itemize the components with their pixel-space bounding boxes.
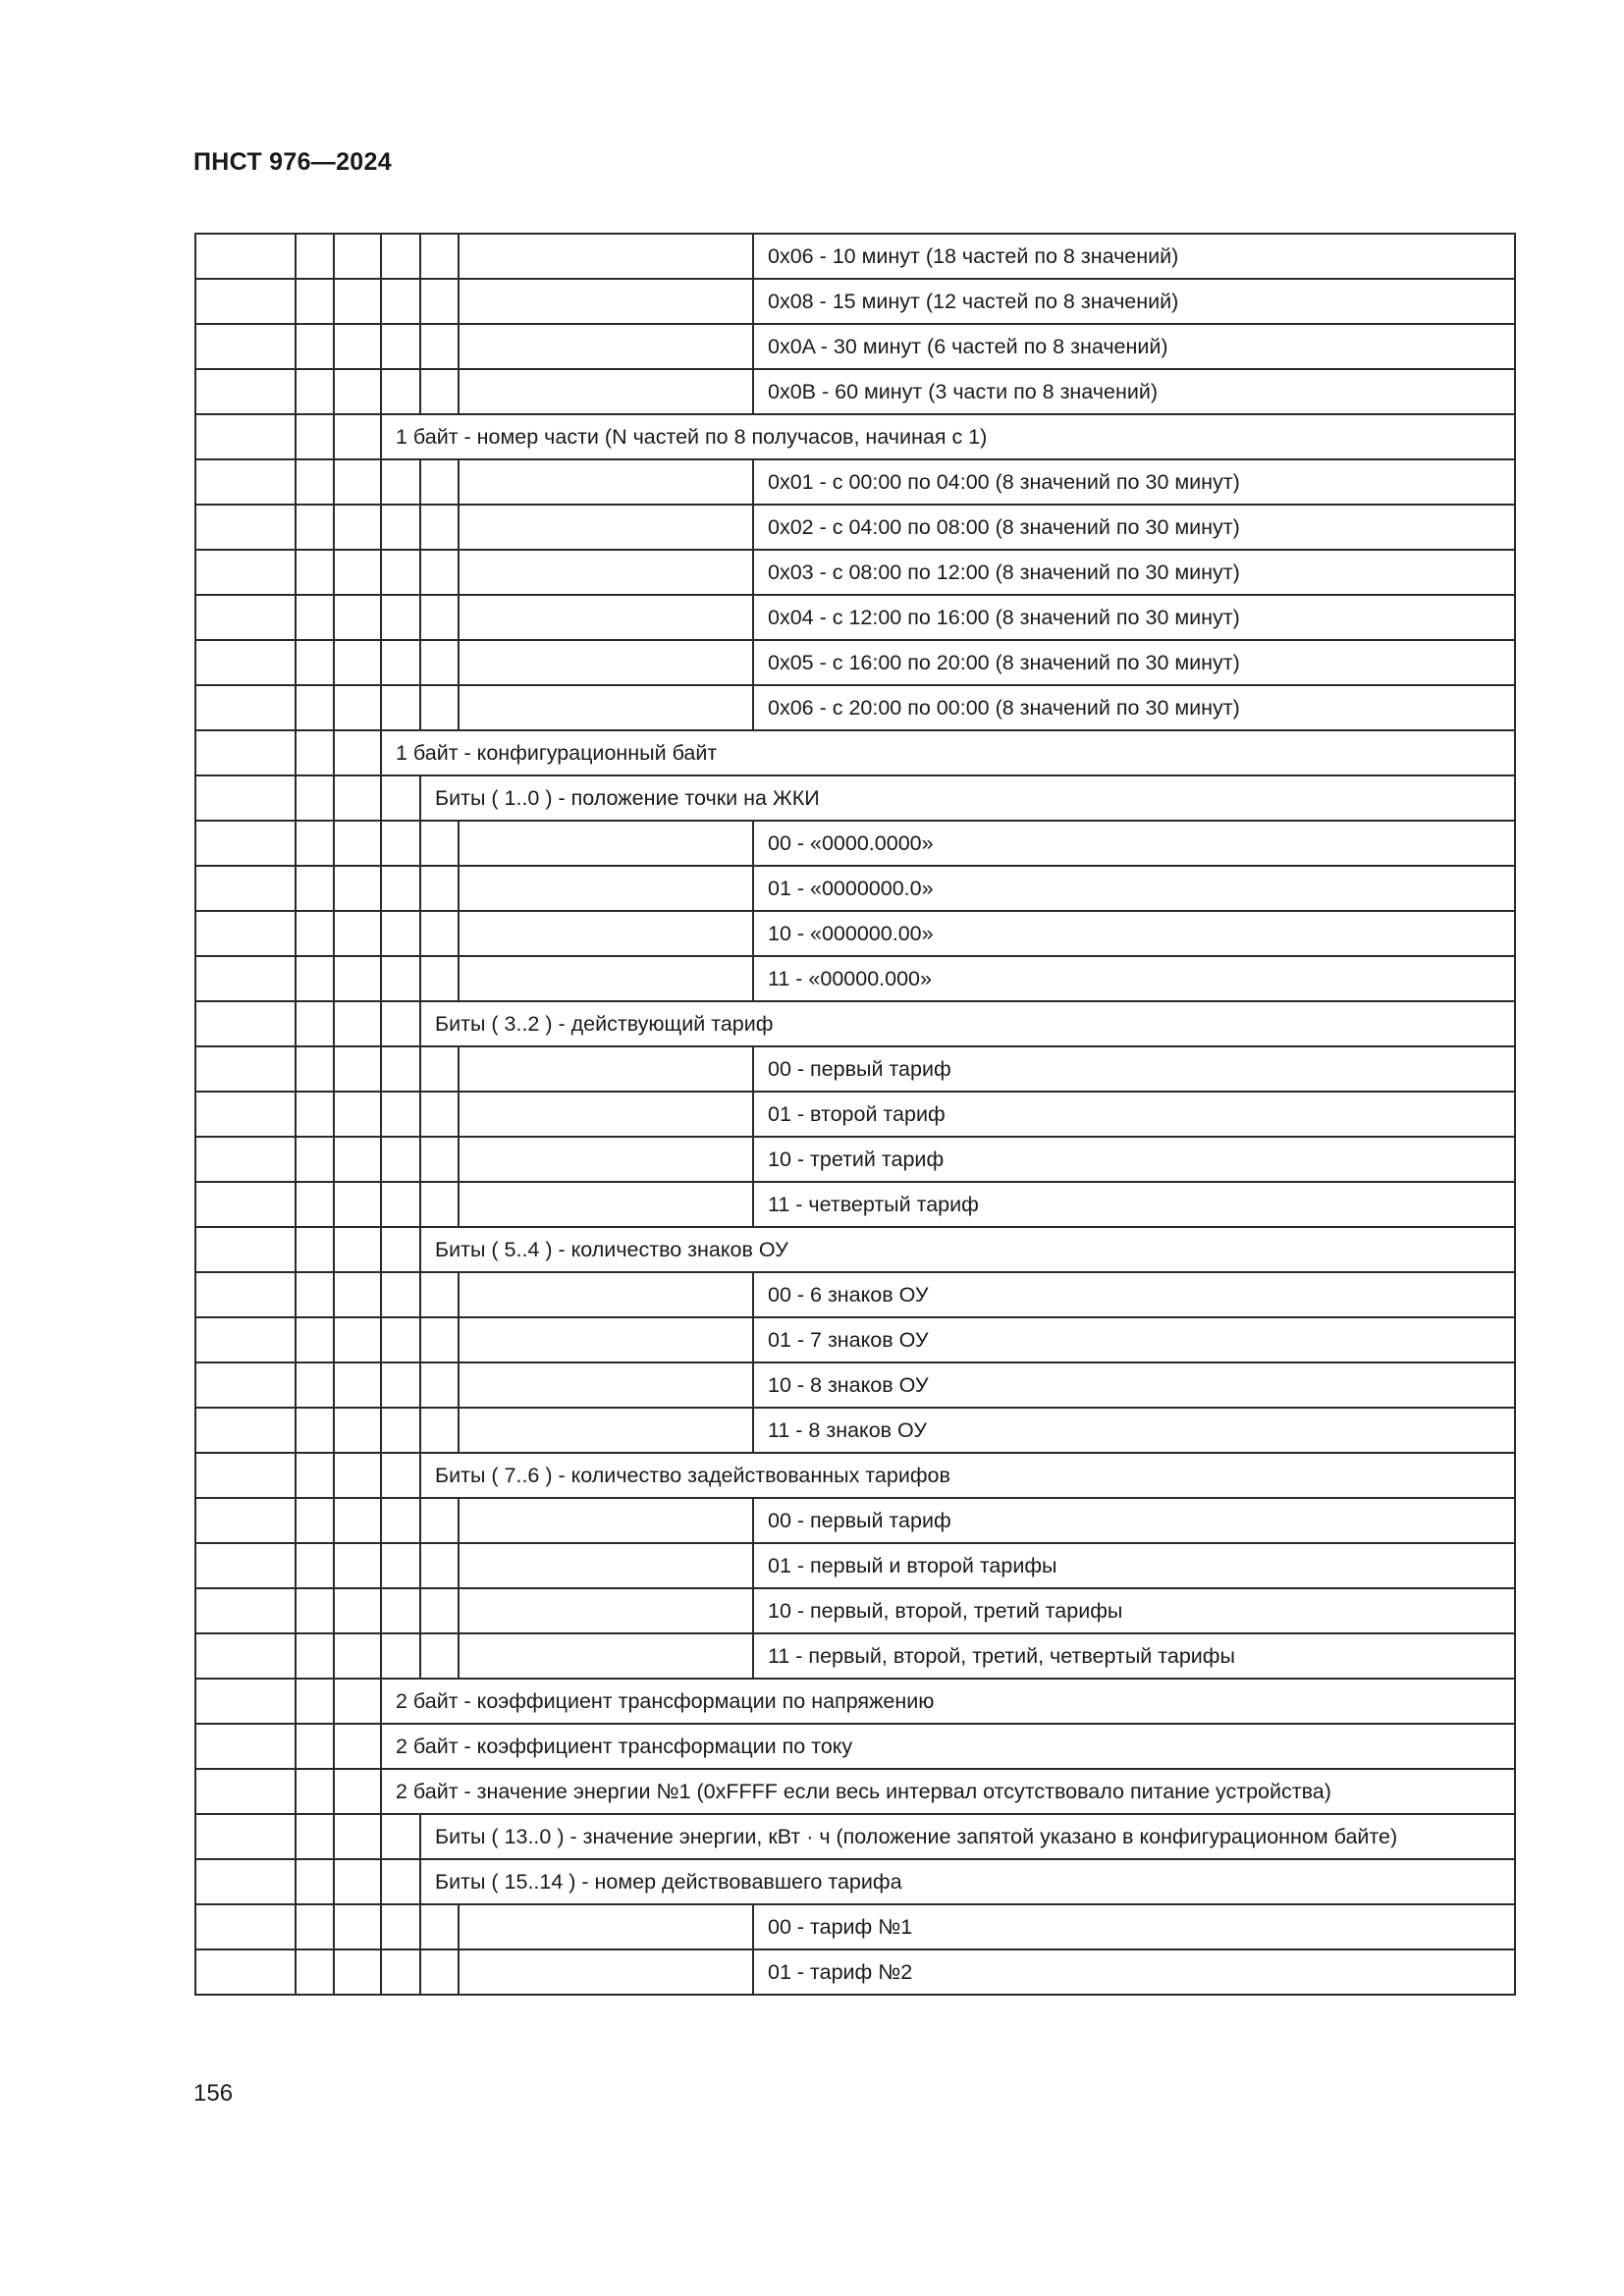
table-row [195, 1859, 1515, 1904]
empty-cell [195, 1633, 296, 1679]
empty-cell [459, 459, 753, 505]
empty-cell [334, 685, 381, 730]
empty-cell [296, 1453, 334, 1498]
empty-cell [381, 1182, 420, 1227]
empty-cell [420, 1362, 459, 1408]
empty-cell [334, 1679, 381, 1724]
empty-cell [381, 1317, 420, 1362]
row-text-cell: 0x06 - с 20:00 по 00:00 (8 значений по 30 минут) [753, 685, 1515, 730]
empty-cell [195, 730, 296, 775]
empty-cell [381, 234, 420, 279]
empty-cell [381, 505, 420, 550]
empty-cell [381, 1498, 420, 1543]
empty-cell [296, 1408, 334, 1453]
empty-cell [296, 550, 334, 595]
empty-cell [296, 1498, 334, 1543]
table-row [195, 1362, 1515, 1408]
empty-cell [334, 414, 381, 459]
empty-cell [296, 1724, 334, 1769]
empty-cell [195, 1453, 296, 1498]
empty-cell [459, 1137, 753, 1182]
empty-cell [334, 550, 381, 595]
table-row [195, 1317, 1515, 1362]
table-row [195, 234, 1515, 279]
empty-cell [334, 1317, 381, 1362]
empty-cell [459, 1543, 753, 1588]
row-text-cell: 00 - тариф №1 [753, 1904, 1515, 1949]
table-row [195, 505, 1515, 550]
empty-cell [334, 911, 381, 956]
empty-cell [459, 1182, 753, 1227]
empty-cell [296, 1227, 334, 1272]
row-text-cell: 00 - «0000.0000» [753, 821, 1515, 866]
empty-cell [195, 640, 296, 685]
empty-cell [381, 775, 420, 821]
empty-cell [334, 595, 381, 640]
table-row [195, 730, 1515, 775]
table-row [195, 821, 1515, 866]
empty-cell [195, 505, 296, 550]
empty-cell [195, 1182, 296, 1227]
empty-cell [459, 1498, 753, 1543]
empty-cell [334, 1182, 381, 1227]
empty-cell [381, 685, 420, 730]
empty-cell [459, 234, 753, 279]
table-row [195, 1814, 1515, 1859]
empty-cell [296, 505, 334, 550]
empty-cell [381, 1137, 420, 1182]
row-text-cell: 0x02 - с 04:00 по 08:00 (8 значений по 30 минут) [753, 505, 1515, 550]
table-row [195, 1679, 1515, 1724]
row-text-cell: 01 - «0000000.0» [753, 866, 1515, 911]
row-text-cell: Биты ( 5..4 ) - количество знаков ОУ [420, 1227, 1515, 1272]
empty-cell [459, 911, 753, 956]
empty-cell [381, 550, 420, 595]
row-text-cell: 01 - тариф №2 [753, 1949, 1515, 1995]
empty-cell [296, 1949, 334, 1995]
empty-cell [296, 369, 334, 414]
empty-cell [381, 459, 420, 505]
table-row [195, 1408, 1515, 1453]
empty-cell [296, 324, 334, 369]
empty-cell [381, 956, 420, 1001]
row-text-cell: 1 байт - номер части (N частей по 8 получасов, начиная с 1) [381, 414, 1515, 459]
row-text-cell: 10 - 8 знаков ОУ [753, 1362, 1515, 1408]
row-text-cell: 2 байт - значение энергии №1 (0xFFFF если весь интервал отсутствовало питание устройства) [381, 1769, 1515, 1814]
table-row [195, 1092, 1515, 1137]
empty-cell [296, 775, 334, 821]
empty-cell [296, 1001, 334, 1046]
empty-cell [381, 911, 420, 956]
empty-cell [420, 821, 459, 866]
empty-cell [381, 1633, 420, 1679]
empty-cell [296, 459, 334, 505]
empty-cell [459, 956, 753, 1001]
row-text-cell: 2 байт - коэффициент трансформации по напряжению [381, 1679, 1515, 1724]
empty-cell [334, 1543, 381, 1588]
empty-cell [420, 1317, 459, 1362]
empty-cell [334, 505, 381, 550]
table-body [195, 234, 1515, 1995]
empty-cell [296, 1859, 334, 1904]
empty-cell [296, 1317, 334, 1362]
empty-cell [195, 414, 296, 459]
empty-cell [381, 1272, 420, 1317]
empty-cell [195, 1588, 296, 1633]
row-text-cell: 11 - «00000.000» [753, 956, 1515, 1001]
empty-cell [195, 459, 296, 505]
empty-cell [334, 1046, 381, 1092]
row-text-cell: 2 байт - коэффициент трансформации по току [381, 1724, 1515, 1769]
row-text-cell: 0x0B - 60 минут (3 части по 8 значений) [753, 369, 1515, 414]
table-row [195, 414, 1515, 459]
empty-cell [459, 640, 753, 685]
empty-cell [334, 1408, 381, 1453]
empty-cell [334, 1362, 381, 1408]
empty-cell [296, 866, 334, 911]
empty-cell [195, 1137, 296, 1182]
row-text-cell: 01 - первый и второй тарифы [753, 1543, 1515, 1588]
empty-cell [334, 956, 381, 1001]
empty-cell [420, 1046, 459, 1092]
row-text-cell: 00 - 6 знаков ОУ [753, 1272, 1515, 1317]
empty-cell [334, 1227, 381, 1272]
empty-cell [420, 911, 459, 956]
empty-cell [420, 234, 459, 279]
empty-cell [195, 1859, 296, 1904]
empty-cell [334, 1498, 381, 1543]
empty-cell [459, 505, 753, 550]
empty-cell [296, 685, 334, 730]
table-row [195, 685, 1515, 730]
empty-cell [195, 1272, 296, 1317]
row-text-cell: 0x06 - 10 минут (18 частей по 8 значений) [753, 234, 1515, 279]
empty-cell [381, 1046, 420, 1092]
empty-cell [195, 324, 296, 369]
empty-cell [420, 459, 459, 505]
table-row [195, 1272, 1515, 1317]
empty-cell [195, 595, 296, 640]
empty-cell [296, 1679, 334, 1724]
row-text-cell: 11 - 8 знаков ОУ [753, 1408, 1515, 1453]
row-text-cell: 1 байт - конфигурационный байт [381, 730, 1515, 775]
empty-cell [296, 1543, 334, 1588]
empty-cell [420, 595, 459, 640]
empty-cell [459, 279, 753, 324]
empty-cell [420, 1137, 459, 1182]
table-row [195, 1543, 1515, 1588]
empty-cell [334, 1137, 381, 1182]
empty-cell [195, 550, 296, 595]
empty-cell [381, 1949, 420, 1995]
row-text-cell: 0x05 - с 16:00 по 20:00 (8 значений по 30 минут) [753, 640, 1515, 685]
empty-cell [381, 1859, 420, 1904]
row-text-cell: Биты ( 3..2 ) - действующий тариф [420, 1001, 1515, 1046]
empty-cell [334, 1724, 381, 1769]
empty-cell [459, 1317, 753, 1362]
empty-cell [459, 1092, 753, 1137]
empty-cell [296, 1769, 334, 1814]
empty-cell [334, 1769, 381, 1814]
empty-cell [195, 1408, 296, 1453]
empty-cell [195, 685, 296, 730]
empty-cell [381, 1001, 420, 1046]
empty-cell [420, 550, 459, 595]
empty-cell [334, 1001, 381, 1046]
row-text-cell: 0x04 - с 12:00 по 16:00 (8 значений по 30 минут) [753, 595, 1515, 640]
empty-cell [420, 1408, 459, 1453]
table-row [195, 595, 1515, 640]
empty-cell [459, 1408, 753, 1453]
empty-cell [459, 1949, 753, 1995]
empty-cell [195, 279, 296, 324]
empty-cell [334, 1859, 381, 1904]
table-row [195, 956, 1515, 1001]
empty-cell [420, 685, 459, 730]
empty-cell [381, 821, 420, 866]
empty-cell [296, 956, 334, 1001]
empty-cell [296, 1046, 334, 1092]
spec-table [194, 233, 1516, 1996]
empty-cell [420, 1092, 459, 1137]
empty-cell [296, 821, 334, 866]
empty-cell [459, 1362, 753, 1408]
empty-cell [459, 550, 753, 595]
empty-cell [381, 1904, 420, 1949]
empty-cell [195, 775, 296, 821]
empty-cell [334, 369, 381, 414]
empty-cell [459, 685, 753, 730]
empty-cell [381, 1543, 420, 1588]
empty-cell [420, 1633, 459, 1679]
row-text-cell: Биты ( 7..6 ) - количество задействованных тарифов [420, 1453, 1515, 1498]
empty-cell [334, 1949, 381, 1995]
empty-cell [420, 369, 459, 414]
empty-cell [334, 279, 381, 324]
empty-cell [296, 730, 334, 775]
empty-cell [195, 1498, 296, 1543]
table-row [195, 1453, 1515, 1498]
empty-cell [420, 1904, 459, 1949]
empty-cell [420, 1949, 459, 1995]
row-text-cell: Биты ( 15..14 ) - номер действовавшего тарифа [420, 1859, 1515, 1904]
row-text-cell: 11 - первый, второй, третий, четвертый тарифы [753, 1633, 1515, 1679]
empty-cell [334, 1588, 381, 1633]
empty-cell [334, 234, 381, 279]
empty-cell [334, 821, 381, 866]
empty-cell [381, 1453, 420, 1498]
row-text-cell: 00 - первый тариф [753, 1498, 1515, 1543]
table-row [195, 1498, 1515, 1543]
empty-cell [459, 866, 753, 911]
table-row [195, 866, 1515, 911]
table-row [195, 279, 1515, 324]
empty-cell [334, 459, 381, 505]
empty-cell [296, 1092, 334, 1137]
empty-cell [195, 234, 296, 279]
row-text-cell: 01 - 7 знаков ОУ [753, 1317, 1515, 1362]
table-row [195, 1949, 1515, 1995]
empty-cell [195, 1769, 296, 1814]
empty-cell [334, 1453, 381, 1498]
empty-cell [195, 1814, 296, 1859]
row-text-cell: 0x01 - с 00:00 по 04:00 (8 значений по 30 минут) [753, 459, 1515, 505]
document-header: ПНСТ 976—2024 [193, 148, 392, 176]
empty-cell [195, 1227, 296, 1272]
empty-cell [420, 1272, 459, 1317]
empty-cell [296, 911, 334, 956]
empty-cell [296, 1904, 334, 1949]
empty-cell [381, 1227, 420, 1272]
table-row [195, 1724, 1515, 1769]
empty-cell [459, 1046, 753, 1092]
empty-cell [296, 279, 334, 324]
empty-cell [381, 640, 420, 685]
empty-cell [381, 279, 420, 324]
empty-cell [334, 1814, 381, 1859]
table-row [195, 459, 1515, 505]
row-text-cell: 11 - четвертый тариф [753, 1182, 1515, 1227]
empty-cell [420, 505, 459, 550]
empty-cell [381, 1092, 420, 1137]
row-text-cell: 10 - «000000.00» [753, 911, 1515, 956]
empty-cell [420, 1588, 459, 1633]
empty-cell [195, 911, 296, 956]
row-text-cell: 01 - второй тариф [753, 1092, 1515, 1137]
table-row [195, 1227, 1515, 1272]
empty-cell [296, 234, 334, 279]
row-text-cell: 0x08 - 15 минут (12 частей по 8 значений) [753, 279, 1515, 324]
empty-cell [334, 1633, 381, 1679]
table-row [195, 1046, 1515, 1092]
empty-cell [420, 1182, 459, 1227]
empty-cell [195, 1046, 296, 1092]
table-row [195, 1904, 1515, 1949]
empty-cell [334, 1272, 381, 1317]
empty-cell [459, 1272, 753, 1317]
table-row [195, 369, 1515, 414]
empty-cell [334, 866, 381, 911]
row-text-cell: 0x0A - 30 минут (6 частей по 8 значений) [753, 324, 1515, 369]
empty-cell [195, 956, 296, 1001]
empty-cell [420, 956, 459, 1001]
empty-cell [459, 1633, 753, 1679]
empty-cell [381, 369, 420, 414]
empty-cell [195, 1092, 296, 1137]
empty-cell [420, 866, 459, 911]
table-row [195, 775, 1515, 821]
empty-cell [195, 821, 296, 866]
empty-cell [334, 1904, 381, 1949]
empty-cell [420, 279, 459, 324]
table-row [195, 1001, 1515, 1046]
empty-cell [195, 866, 296, 911]
empty-cell [459, 595, 753, 640]
table-row [195, 911, 1515, 956]
empty-cell [195, 1001, 296, 1046]
empty-cell [296, 1633, 334, 1679]
empty-cell [381, 1814, 420, 1859]
table-row [195, 1137, 1515, 1182]
empty-cell [334, 324, 381, 369]
empty-cell [381, 1588, 420, 1633]
empty-cell [420, 640, 459, 685]
empty-cell [420, 1498, 459, 1543]
row-text-cell: 10 - первый, второй, третий тарифы [753, 1588, 1515, 1633]
table-row [195, 1633, 1515, 1679]
table-row [195, 550, 1515, 595]
empty-cell [381, 866, 420, 911]
empty-cell [420, 324, 459, 369]
row-text-cell: 10 - третий тариф [753, 1137, 1515, 1182]
empty-cell [296, 1362, 334, 1408]
empty-cell [296, 595, 334, 640]
empty-cell [334, 1092, 381, 1137]
row-text-cell: 0x03 - с 08:00 по 12:00 (8 значений по 30 минут) [753, 550, 1515, 595]
empty-cell [195, 1904, 296, 1949]
page-number: 156 [193, 2080, 234, 2107]
empty-cell [296, 640, 334, 685]
row-text-cell: 00 - первый тариф [753, 1046, 1515, 1092]
empty-cell [195, 1949, 296, 1995]
empty-cell [459, 821, 753, 866]
empty-cell [195, 369, 296, 414]
table-row [195, 1182, 1515, 1227]
row-text-cell: Биты ( 1..0 ) - положение точки на ЖКИ [420, 775, 1515, 821]
empty-cell [420, 1543, 459, 1588]
empty-cell [296, 1272, 334, 1317]
empty-cell [296, 1588, 334, 1633]
empty-cell [381, 595, 420, 640]
empty-cell [195, 1543, 296, 1588]
empty-cell [296, 414, 334, 459]
empty-cell [381, 1362, 420, 1408]
table-row [195, 1588, 1515, 1633]
empty-cell [195, 1362, 296, 1408]
row-text-cell: Биты ( 13..0 ) - значение энергии, кВт · ч (положение запятой указано в конфигурационном байте) [420, 1814, 1515, 1859]
empty-cell [195, 1317, 296, 1362]
empty-cell [195, 1679, 296, 1724]
empty-cell [296, 1182, 334, 1227]
empty-cell [381, 324, 420, 369]
empty-cell [296, 1137, 334, 1182]
empty-cell [334, 640, 381, 685]
table-row [195, 1769, 1515, 1814]
empty-cell [334, 775, 381, 821]
empty-cell [296, 1814, 334, 1859]
empty-cell [381, 1408, 420, 1453]
empty-cell [459, 1904, 753, 1949]
table-row [195, 324, 1515, 369]
empty-cell [334, 730, 381, 775]
table-row [195, 640, 1515, 685]
empty-cell [459, 324, 753, 369]
empty-cell [459, 1588, 753, 1633]
empty-cell [459, 369, 753, 414]
empty-cell [195, 1724, 296, 1769]
